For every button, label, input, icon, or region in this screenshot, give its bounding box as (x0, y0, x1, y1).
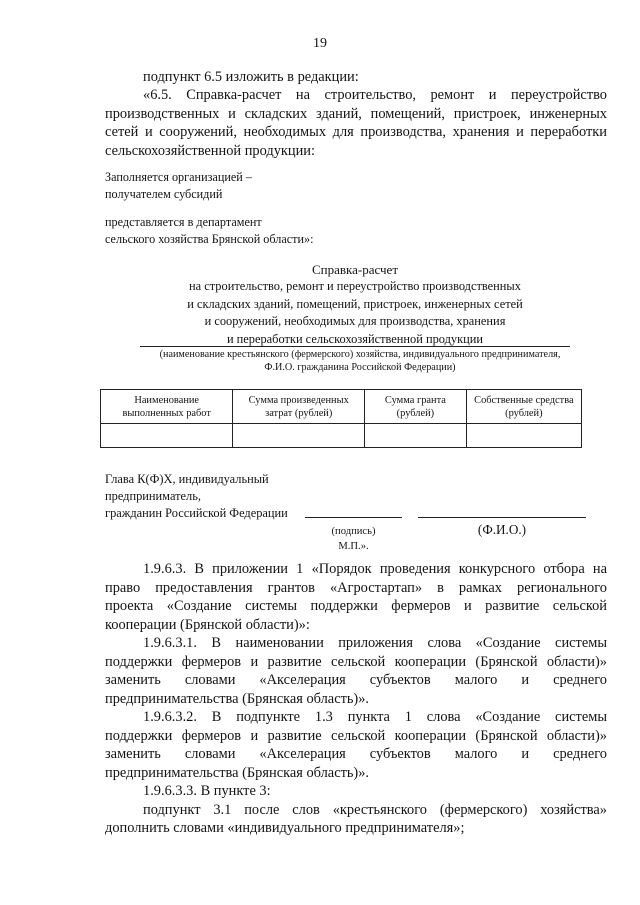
page-number: 19 (313, 36, 327, 51)
stamp-mark: М.П.». (338, 541, 369, 552)
signature-line (305, 517, 402, 518)
p-1963-line-3: проекта «Создание системы поддержки фермеров и развитие сельской (105, 598, 607, 614)
item-6-5-line-3: сетей и сооружений, необходимых для производства, хранения и переработки (105, 124, 607, 140)
item-6-5-line-2: производственных и складских зданий, помещений, пристроек, инженерных (105, 105, 607, 122)
form-subtitle-line-1: на строительство, ремонт и переустройство производственных (189, 279, 521, 293)
table-empty-row (101, 424, 582, 448)
p-31-line-2: дополнить словами «индивидуального предпринимателя»; (105, 820, 465, 836)
header-cell-own-funds: Собственные средства (рублей) (466, 390, 581, 424)
empty-cell (466, 424, 581, 448)
name-caption-line-2: Ф.И.О. гражданина Российской Федерации) (264, 362, 456, 373)
header-cell-costs: Сумма произведенных затрат (рублей) (233, 390, 365, 424)
head-sign-line-2: предприниматель, (105, 489, 201, 503)
item-6-5-line-4: сельскохозяйственной продукции: (105, 142, 315, 159)
form-title: Справка-расчет (311, 262, 399, 277)
p-1963-line-1: 1.9.6.3. В приложении 1 «Порядок проведения конкурсного отбора на (143, 561, 607, 577)
header-cell-grant: Сумма гранта (рублей) (365, 390, 467, 424)
head-sign-line-1: Глава К(Ф)Х, индивидуальный (105, 472, 269, 486)
name-fill-line (140, 346, 570, 347)
p-19632-line-2: поддержки фермеров и развитие сельской кооперации (Брянской области)» (105, 727, 607, 744)
p-19632-line-3: заменить словами «Акселерация субъектов малого и среднего (105, 746, 607, 762)
filled-by-line-2: получателем субсидий (105, 187, 223, 201)
empty-cell (233, 424, 365, 448)
filled-by-line-1: Заполняется организацией – (105, 170, 252, 184)
fio-line (418, 517, 586, 518)
calculation-table (100, 389, 582, 448)
form-subtitle-line-2: и складских зданий, помещений, пристроек, инженерных сетей (187, 296, 523, 311)
signature-caption: (подпись) (331, 526, 376, 537)
intro-line: подпункт 6.5 изложить в редакции: (143, 69, 359, 85)
empty-cell (365, 424, 467, 448)
p-19632-line-1: 1.9.6.3.2. В подпункте 1.3 пункта 1 слова «Создание системы (143, 709, 607, 725)
p-19633: 1.9.6.3.3. В пункте 3: (143, 783, 271, 799)
header-cell-works: Наименование выполненных работ (101, 390, 233, 424)
empty-cell (101, 424, 233, 448)
p-1963-line-4: кооперации (Брянской области)»: (105, 616, 310, 633)
p-19631-line-1: 1.9.6.3.1. В наименовании приложения слова «Создание системы (143, 635, 607, 651)
p-19631-line-2: поддержки фермеров и развитие сельской кооперации (Брянской области)» (105, 653, 607, 670)
head-sign-line-3: гражданин Российской Федерации (105, 506, 288, 520)
form-subtitle-line-3: и сооружений, необходимых для производства, хранения (204, 314, 506, 328)
table-header-row (101, 390, 582, 424)
p-1963-line-2: право предоставления грантов «Агростартап» в рамках регионального (105, 579, 607, 596)
p-19631-line-4: предпринимательства (Брянская область)». (105, 690, 370, 707)
fio-caption: (Ф.И.О.) (477, 522, 527, 537)
item-6-5-line-1: «6.5. Справка-расчет на строительство, ремонт и переустройство (143, 87, 607, 103)
presented-to-line-1: представляется в департамент (105, 215, 262, 229)
p-31-line-1: подпункт 3.1 после слов «крестьянского (фермерского) хозяйства» (143, 801, 607, 818)
presented-to-line-2: сельского хозяйства Брянской области»: (105, 232, 314, 246)
name-caption-line-1: (наименование крестьянского (фермерского) хозяйства, индивидуального предпринимателя, (159, 349, 561, 360)
p-19631-line-3: заменить словами «Акселерация субъектов малого и среднего (105, 672, 607, 688)
form-subtitle-line-4: и переработки сельскохозяйственной продукции (226, 331, 484, 346)
p-19632-line-4: предпринимательства (Брянская область)». (105, 764, 370, 781)
